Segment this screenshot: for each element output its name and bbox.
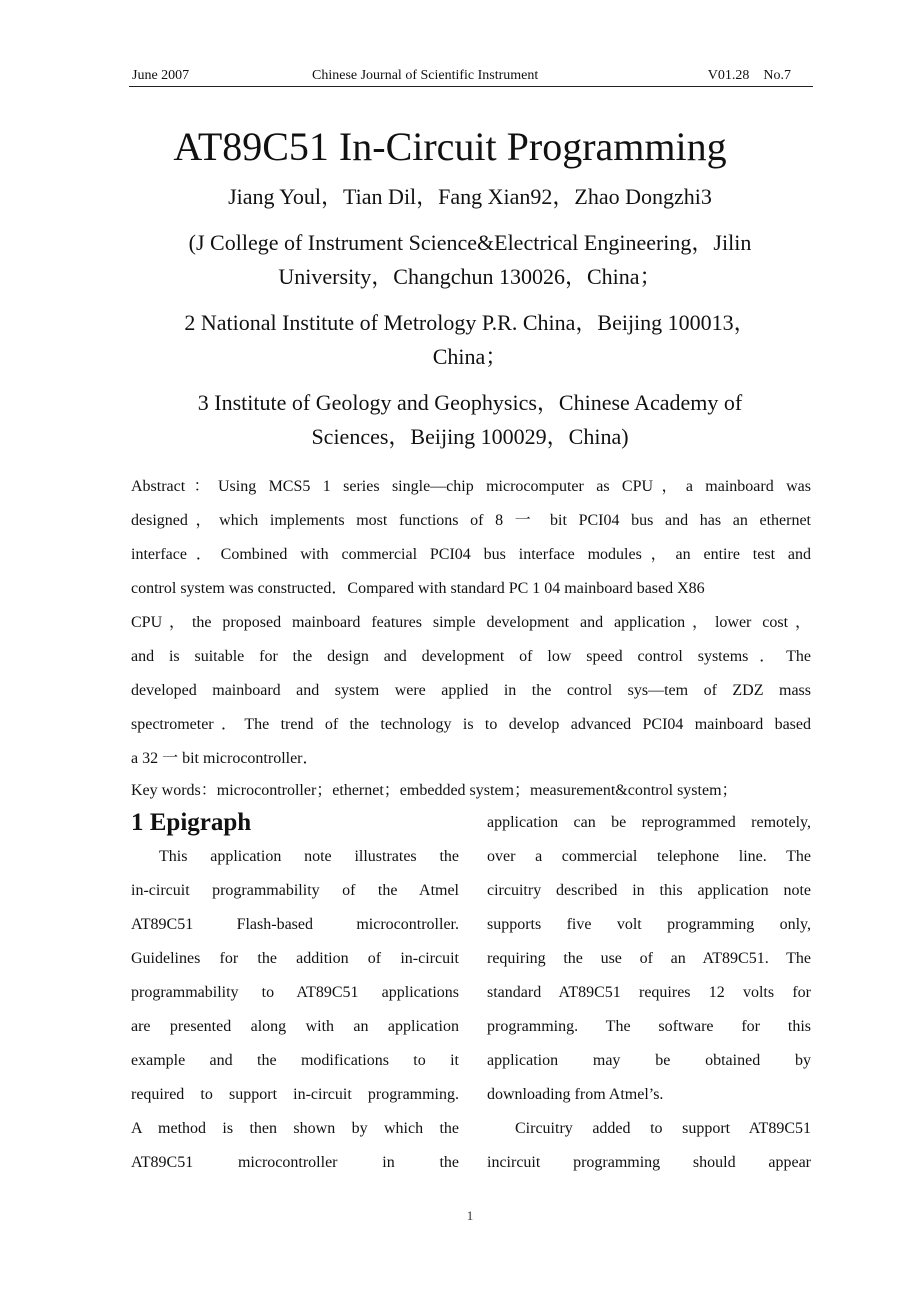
affiliation-2 [130, 306, 810, 374]
abstract-line: developed mainboard and system were applied in the control sys—tem of ZDZ mass [131, 682, 811, 699]
body-line: incircuit programming should appear [487, 1154, 811, 1171]
abstract-line: control system was constructed．Compared with standard PC 1 04 mainboard based X86 [131, 580, 705, 597]
body-line: supports five volt programming only, [487, 916, 811, 933]
affiliation-line: (J College of Instrument Science&Electrical Engineering，Jilin [188, 230, 752, 255]
body-column-right [487, 806, 811, 1180]
affiliation-3 [130, 386, 810, 454]
affiliation-line: China； [432, 344, 508, 369]
section-heading: 1 Epigraph [131, 809, 252, 836]
body-line: requiring the use of an AT89C51. The [487, 950, 811, 967]
body-line: application may be obtained by [487, 1052, 811, 1069]
body-line: This application note illustrates the [159, 848, 459, 865]
body-line: circuitry described in this application note [487, 882, 811, 899]
abstract-line: and is suitable for the design and development of low speed control systems．The [131, 648, 811, 665]
body-line: over a commercial telephone line. The [487, 848, 811, 865]
body-line: Circuitry added to support AT89C51 [515, 1120, 811, 1137]
paper-title: AT89C51 In-Circuit Programming [173, 124, 727, 169]
body-line: are presented along with an application [131, 1018, 459, 1035]
body-line: example and the modifications to it [131, 1052, 459, 1069]
abstract-line: interface．Combined with commercial PCI04 bus interface modules，an entire test and [131, 546, 811, 563]
body-line: standard AT89C51 requires 12 volts for [487, 984, 811, 1001]
affiliation-line: University，Changchun 130026，China； [278, 264, 662, 289]
abstract-line: designed，which implements most functions of 8 一 bit PCI04 bus and has an ethernet [131, 512, 811, 529]
body-line: Guidelines for the addition of in-circuit [131, 950, 459, 967]
body-line: in-circuit programmability of the Atmel [131, 882, 459, 899]
running-header [129, 66, 813, 87]
header-journal: Chinese Journal of Scientific Instrument [312, 68, 539, 83]
body-column-left [131, 806, 459, 1180]
author-list: Jiang Youl，Tian Dil，Fang Xian92，Zhao Dongzhi3 [228, 184, 712, 209]
abstract-line: Abstract：Using MCS5 1 series single—chip microcomputer as CPU，a mainboard was [131, 478, 811, 495]
body-line: AT89C51 microcontroller in the [131, 1154, 459, 1171]
affiliation-line: 2 National Institute of Metrology P.R. China，Beijing 100013， [184, 310, 756, 335]
body-line: downloading from Atmel’s. [487, 1086, 664, 1103]
body-line: programmability to AT89C51 applications [131, 984, 459, 1001]
body-line: AT89C51 Flash-based microcontroller. [131, 916, 459, 933]
body-line: A method is then shown by which the [131, 1120, 459, 1137]
body-line: programming. The software for this [487, 1018, 811, 1035]
header-volume: V01.28 No.7 [707, 68, 791, 83]
body-line: application can be reprogrammed remotely, [487, 814, 811, 831]
affiliation-line: 3 Institute of Geology and Geophysics，Chinese Academy of [197, 390, 743, 415]
page-number: 1 [466, 1208, 474, 1223]
body-line: required to support in-circuit programming. [131, 1086, 459, 1103]
header-date: June 2007 [132, 68, 190, 83]
affiliation-line: Sciences，Beijing 100029，China) [311, 424, 629, 449]
abstract-line: spectrometer．The trend of the technology is to develop advanced PCI04 mainboard based [131, 716, 811, 733]
keywords: Key words：microcontroller；ethernet；embedded system；measurement&control system； [131, 782, 738, 799]
abstract-line: a 32 一 bit microcontroller． [131, 750, 319, 767]
abstract [131, 470, 811, 776]
affiliation-1 [130, 226, 810, 294]
abstract-line: CPU，the proposed mainboard features simple development and application，lower cost， [131, 614, 811, 631]
